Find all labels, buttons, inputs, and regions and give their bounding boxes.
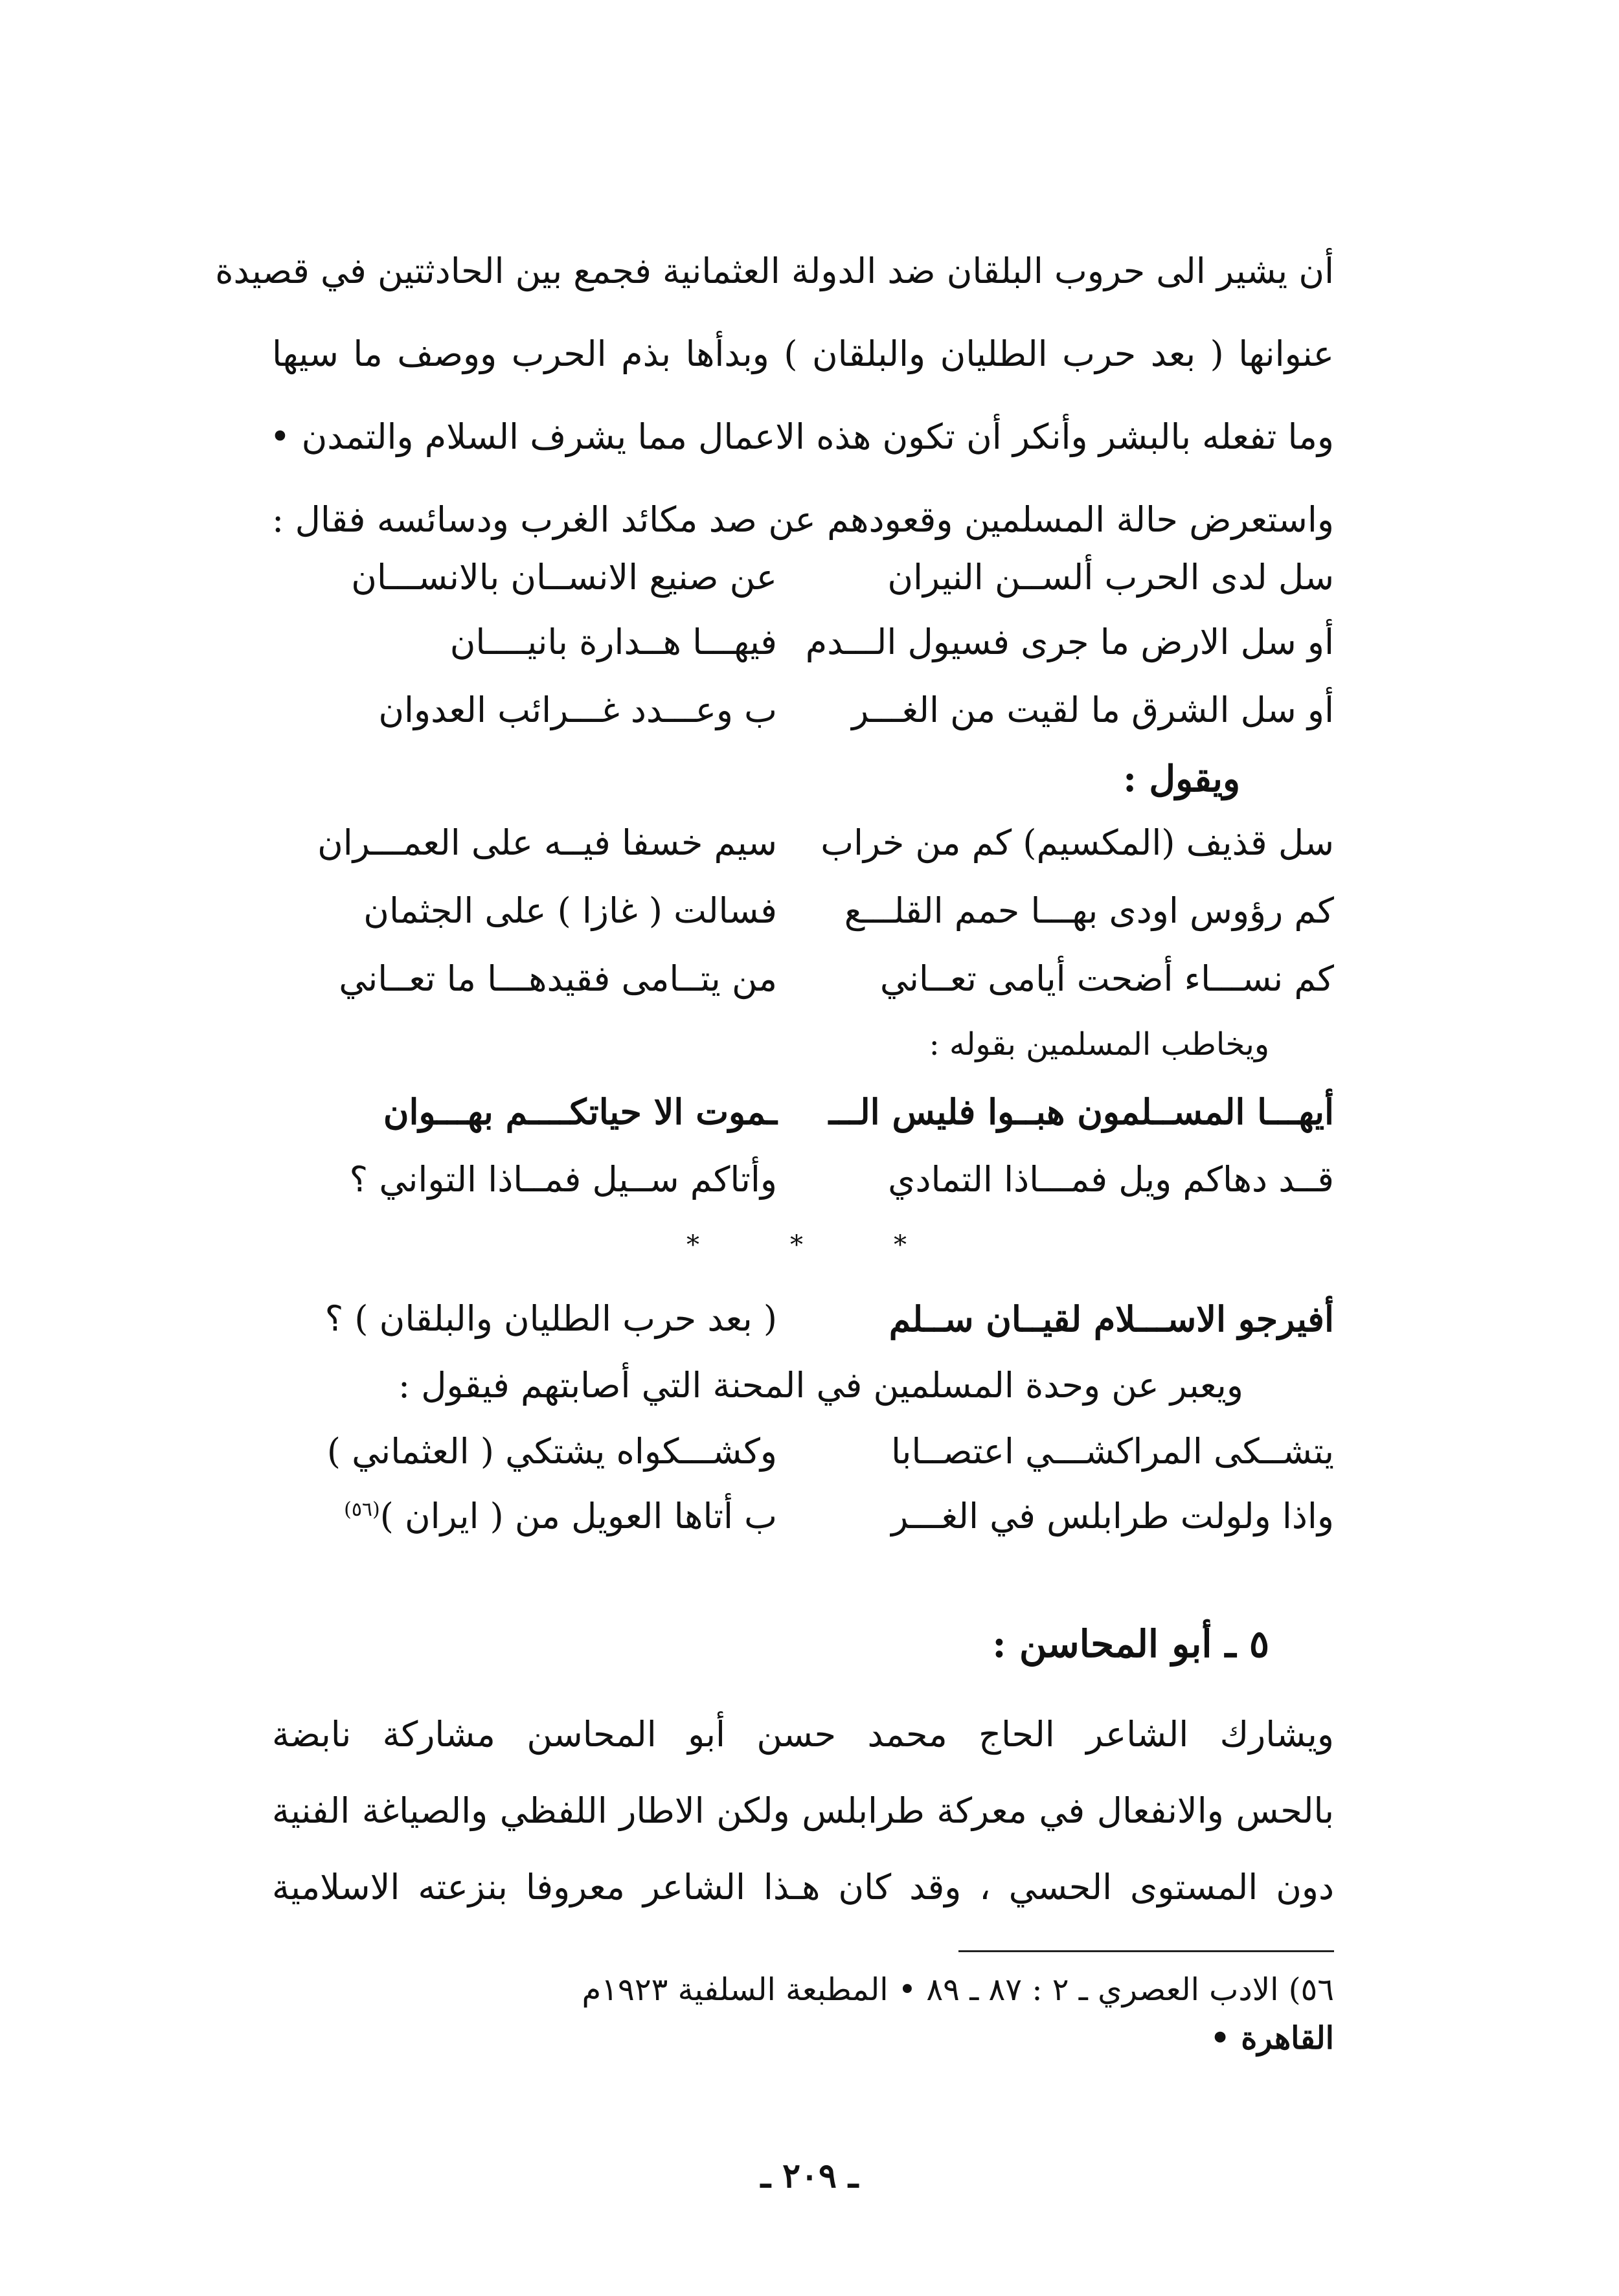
verse-first-hemistich: كم رؤوس اودى بهـــا حمم القلـــع	[844, 890, 1334, 931]
star-icon: *	[894, 1230, 907, 1260]
verse-second-hemistich: فيهـــا هــدارة بانيــــان	[449, 622, 777, 662]
section-divider	[686, 1230, 907, 1260]
section-paragraph	[272, 1696, 1334, 1926]
verse-second-hemistich: ب وعـــدد غـــرائب العدوان	[378, 690, 777, 730]
transition-label: ويعبر عن وحدة المسلمين في المحنة التي أصابتهم فيقول :	[398, 1365, 1243, 1406]
verse-second-hemistich: ( بعد حرب الطليان والبلقان ) ؟	[324, 1298, 777, 1339]
verse-line	[272, 1159, 1334, 1211]
verse-second-hemistich: سيم خسفا فيــه على العمـــران	[317, 822, 777, 863]
hemistich-text: ب أتاها العويل من ( ايران )	[379, 1496, 777, 1536]
verse-first-hemistich: سل قذيف (المكسيم) كم من خراب	[821, 822, 1334, 863]
page-number: ـ ٢٠٩ ـ	[760, 2156, 859, 2196]
star-icon: *	[686, 1230, 699, 1260]
paragraph-line: عنوانها ( بعد حرب الطليان والبلقان ) وبدأها بذم الحرب ووصف ما سيها	[272, 333, 1334, 374]
verse-first-hemistich: أيهـــا المســلمون هبــوا فليس الـــ	[828, 1091, 1334, 1132]
verse-first-hemistich: واذا ولولت طرابلس في الغـــر	[891, 1496, 1334, 1536]
star-icon: *	[790, 1230, 803, 1260]
verse-line	[272, 890, 1334, 942]
verse-second-hemistich: عن صنيع الانســان بالانســـان	[351, 557, 777, 598]
verse-line	[272, 1431, 1334, 1483]
intro-paragraph	[215, 230, 1334, 561]
verse-second-hemistich: وأتاكم ســيل فمــاذا التواني ؟	[349, 1159, 777, 1200]
verse-second-hemistich: من يتــامى فقيدهـــا ما تعــاني	[339, 958, 777, 999]
footnote-line: ٥٦) الادب العصري ـ ٢ : ٨٧ ـ ٨٩ • المطبعة السلفية ١٩٢٣م	[582, 1972, 1334, 2008]
paragraph-line: بالحس والانفعال في معركة طرابلس ولكن الاطار اللفظي والصياغة الفنية	[272, 1790, 1334, 1831]
footnote-separator	[958, 1950, 1334, 1952]
verse-line	[272, 1496, 1334, 1548]
verse-line	[272, 622, 1334, 673]
verse-line	[272, 958, 1334, 1010]
section-heading: ٥ ـ أبو المحاسن :	[992, 1622, 1269, 1666]
verse-first-hemistich: أو سل الارض ما جرى فسيول الـــدم	[805, 622, 1334, 662]
verse-second-hemistich: فسالت ( غازا ) على الجثمان	[363, 890, 777, 931]
verse-second-hemistich: ـموت الا حياتكــــم بهـــوان	[383, 1091, 777, 1132]
paragraph-line: دون المستوى الحسي ، وقد كان هـذا الشاعر معروفا بنزعته الاسلامية	[272, 1867, 1334, 1908]
paragraph-line: وما تفعله بالبشر وأنكر أن تكون هذه الاعمال مما يشرف السلام والتمدن •	[269, 416, 1334, 457]
verse-line	[272, 557, 1334, 609]
verse-line	[272, 690, 1334, 741]
verse-second-hemistich: وكشـــكواه يشتكي ( العثماني )	[326, 1431, 777, 1472]
verse-first-hemistich: قــد دهاكم ويل فمـــاذا التمادي	[888, 1159, 1334, 1200]
verse-line	[272, 1091, 1334, 1143]
paragraph-line: واستعرض حالة المسلمين وقعودهم عن صد مكائد الغرب ودسائسه فقال :	[272, 499, 1334, 540]
verse-line	[272, 1298, 1334, 1350]
verse-first-hemistich: كم نســـاء أضحت أيامى تعــاني	[879, 958, 1334, 999]
verse-line	[272, 822, 1334, 874]
verse-first-hemistich: سل لدى الحرب ألســن النيران	[887, 557, 1334, 598]
paragraph-line: ويشارك الشاعر الحاج محمد حسن أبو المحاسن مشاركة نابضة	[272, 1714, 1334, 1755]
transition-label: ويخاطب المسلمين بقوله :	[929, 1026, 1269, 1063]
verse-first-hemistich: أفيرجو الاســـلام لقيــان ســلم	[889, 1298, 1334, 1340]
verse-second-hemistich	[272, 1496, 777, 1536]
verse-first-hemistich: يتشــكى المراكشـــي اعتصــابا	[890, 1431, 1334, 1472]
transition-label: ويقول :	[1123, 758, 1240, 800]
footnote-line: القاهرة •	[1210, 2020, 1334, 2056]
verse-first-hemistich: أو سل الشرق ما لقيت من الغـــر	[852, 690, 1334, 730]
paragraph-line: أن يشير الى حروب البلقان ضد الدولة العثمانية فجمع بين الحادثتين في قصيدة	[215, 251, 1334, 291]
footnote-reference: (٥٦)	[344, 1498, 380, 1521]
